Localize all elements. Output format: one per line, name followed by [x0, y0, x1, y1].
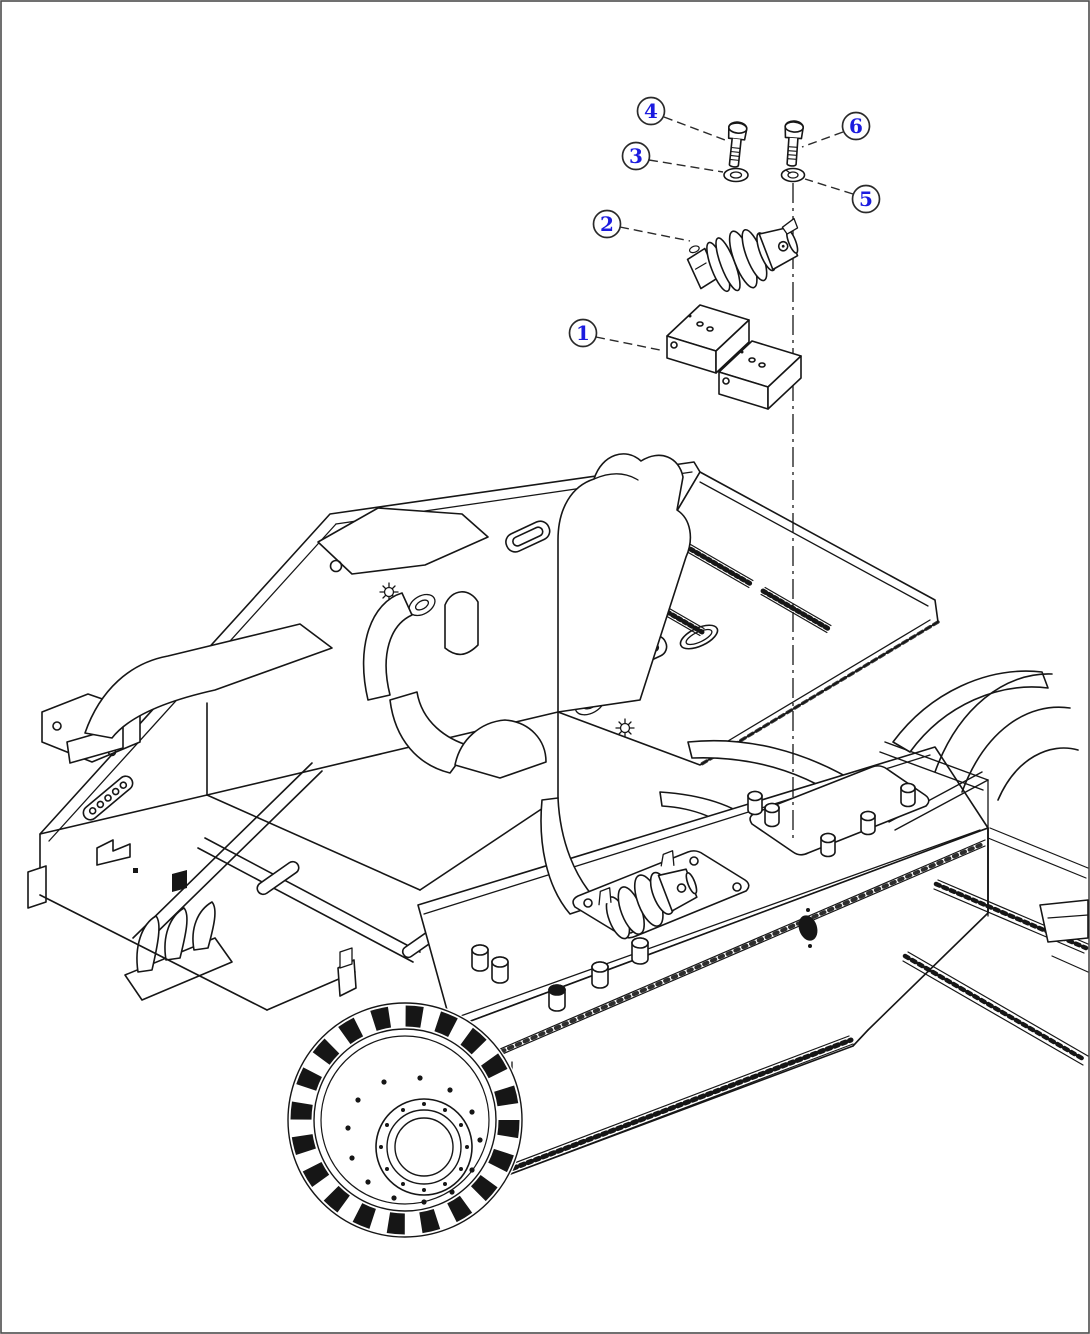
lock-washer-item-5	[782, 169, 805, 182]
callout-number: 5	[859, 187, 873, 211]
callout-number: 1	[576, 321, 590, 345]
final-drive-hub	[376, 1099, 472, 1195]
frame-clevis	[445, 592, 478, 655]
washer-item-3	[724, 169, 748, 182]
drive-sprocket	[286, 1001, 524, 1239]
callout-number: 6	[849, 114, 863, 138]
callout-number: 2	[600, 212, 614, 236]
callout-number: 3	[629, 144, 643, 168]
callout-number: 4	[644, 99, 658, 123]
